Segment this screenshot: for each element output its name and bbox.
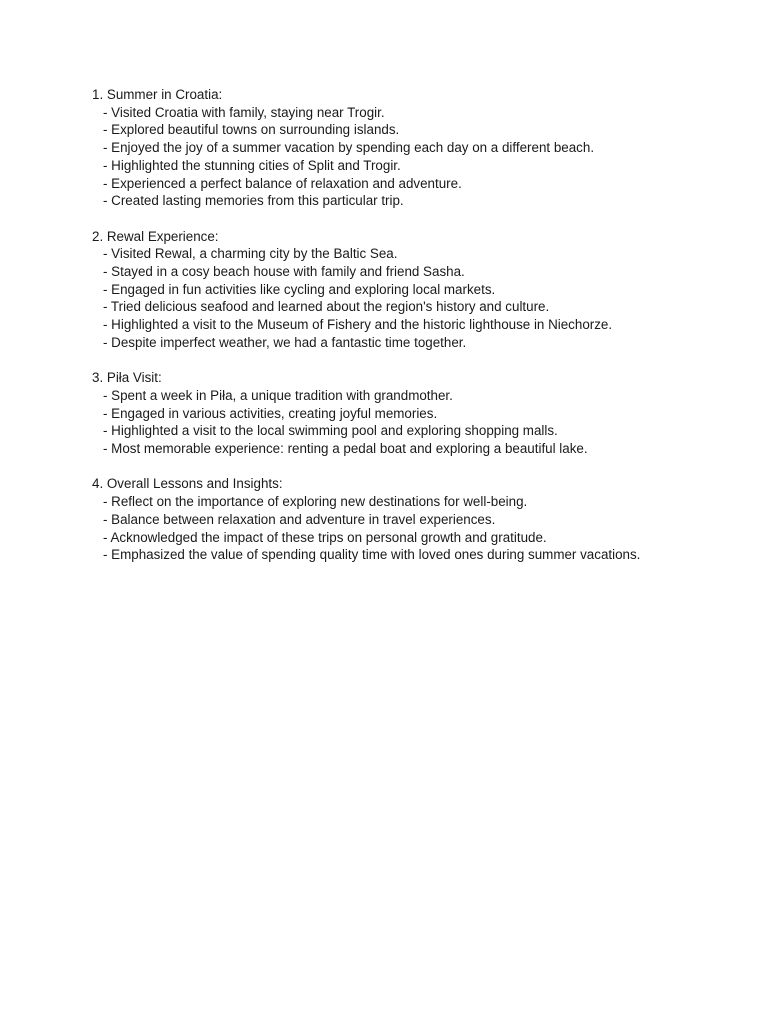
section-heading: 4. Overall Lessons and Insights:	[92, 476, 283, 492]
section-overall-lessons	[92, 475, 752, 564]
list-item: - Visited Croatia with family, staying near Trogir.	[103, 104, 385, 120]
bullet-list	[92, 493, 752, 564]
section-heading: 2. Rewal Experience:	[92, 228, 219, 244]
list-item: - Enjoyed the joy of a summer vacation by spending each day on a different beach.	[103, 140, 595, 156]
list-item: - Engaged in fun activities like cycling and exploring local markets.	[103, 281, 496, 297]
bullet-list	[92, 387, 752, 458]
bullet-list	[92, 104, 752, 210]
list-item: - Tried delicious seafood and learned about the region's history and culture.	[103, 299, 550, 315]
list-item: - Highlighted a visit to the Museum of Fishery and the historic lighthouse in Niechorze.	[103, 317, 613, 333]
section-pila-visit	[92, 369, 752, 458]
list-item: - Emphasized the value of spending quality time with loved ones during summer vacations.	[103, 547, 641, 563]
list-item: - Visited Rewal, a charming city by the Baltic Sea.	[103, 246, 398, 262]
list-item: - Explored beautiful towns on surrounding islands.	[103, 122, 400, 138]
section-heading: 3. Piła Visit:	[92, 370, 162, 386]
section-summer-in-croatia	[92, 86, 752, 210]
list-item: - Experienced a perfect balance of relaxation and adventure.	[103, 175, 462, 191]
bullet-list	[92, 245, 752, 351]
list-item: - Stayed in a cosy beach house with family and friend Sasha.	[103, 264, 465, 280]
document-body	[92, 86, 752, 582]
list-item: - Most memorable experience: renting a pedal boat and exploring a beautiful lake.	[103, 441, 588, 457]
list-item: - Balance between relaxation and adventure in travel experiences.	[103, 511, 496, 527]
list-item: - Reflect on the importance of exploring new destinations for well-being.	[103, 494, 528, 510]
section-rewal-experience	[92, 228, 752, 352]
list-item: - Highlighted the stunning cities of Split and Trogir.	[103, 157, 401, 173]
section-heading: 1. Summer in Croatia:	[92, 87, 223, 102]
list-item: - Spent a week in Piła, a unique tradition with grandmother.	[103, 387, 453, 403]
list-item: - Created lasting memories from this particular trip.	[103, 193, 404, 209]
list-item: - Highlighted a visit to the local swimming pool and exploring shopping malls.	[103, 423, 558, 439]
list-item: - Despite imperfect weather, we had a fantastic time together.	[103, 334, 467, 350]
list-item: - Engaged in various activities, creating joyful memories.	[103, 405, 438, 421]
list-item: - Acknowledged the impact of these trips on personal growth and gratitude.	[103, 529, 547, 545]
